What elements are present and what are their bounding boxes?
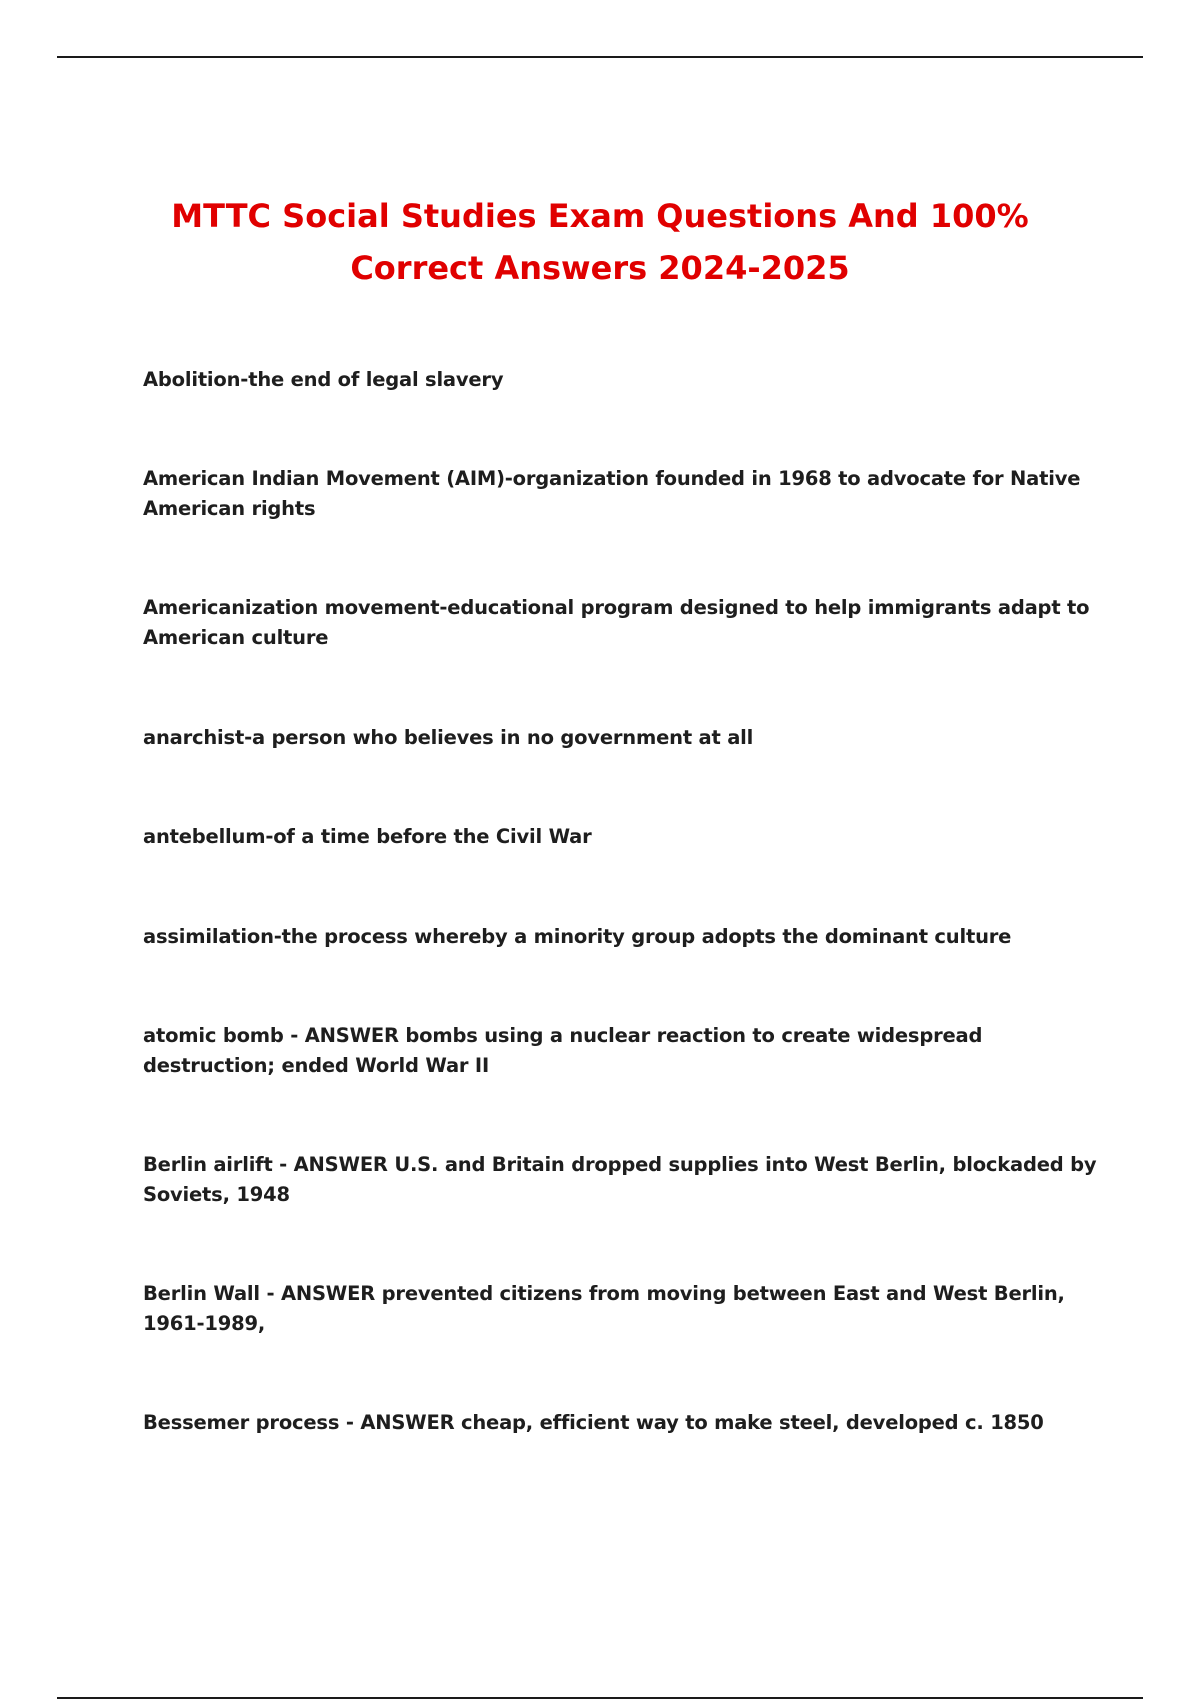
entry-antebellum <box>143 822 1093 852</box>
entry-americanization-movement <box>143 593 1093 653</box>
entry-line: Bessemer process - ANSWER cheap, efficient way to make steel, developed c. 1850 <box>143 1411 1044 1434</box>
entry-line: American Indian Movement (AIM)-organization founded in 1968 to advocate for Native <box>143 467 1081 490</box>
entry-american-indian-movement <box>143 464 1093 524</box>
top-rule <box>57 56 1143 58</box>
entry-line: American culture <box>143 626 329 649</box>
entry-anarchist <box>143 723 1093 753</box>
entry-line: anarchist-a person who believes in no government at all <box>143 726 754 749</box>
document-title <box>120 190 1080 294</box>
entry-abolition <box>143 365 1093 395</box>
entry-berlin-wall <box>143 1279 1093 1339</box>
title-line-2: Correct Answers 2024-2025 <box>350 249 850 287</box>
entry-line: Berlin Wall - ANSWER prevented citizens from moving between East and West Berlin, <box>143 1282 1065 1305</box>
bottom-rule <box>57 1697 1143 1699</box>
entry-assimilation <box>143 922 1093 952</box>
entry-line: atomic bomb - ANSWER bombs using a nuclear reaction to create widespread <box>143 1024 983 1047</box>
entry-line: destruction; ended World War II <box>143 1054 490 1077</box>
entry-atomic-bomb <box>143 1021 1093 1081</box>
entry-line: Berlin airlift - ANSWER U.S. and Britain dropped supplies into West Berlin, blockaded by <box>143 1153 1097 1176</box>
entry-berlin-airlift <box>143 1150 1097 1210</box>
entry-line: Soviets, 1948 <box>143 1183 290 1206</box>
entry-line: Abolition-the end of legal slavery <box>143 368 504 391</box>
entry-line: assimilation-the process whereby a minority group adopts the dominant culture <box>143 925 1012 948</box>
entry-line: antebellum-of a time before the Civil War <box>143 825 592 848</box>
entry-line: Americanization movement-educational program designed to help immigrants adapt to <box>143 596 1090 619</box>
title-line-1: MTTC Social Studies Exam Questions And 100% <box>171 197 1029 235</box>
entry-line: 1961-1989, <box>143 1312 266 1335</box>
entry-line: American rights <box>143 497 316 520</box>
entry-bessemer-process <box>143 1408 1093 1438</box>
